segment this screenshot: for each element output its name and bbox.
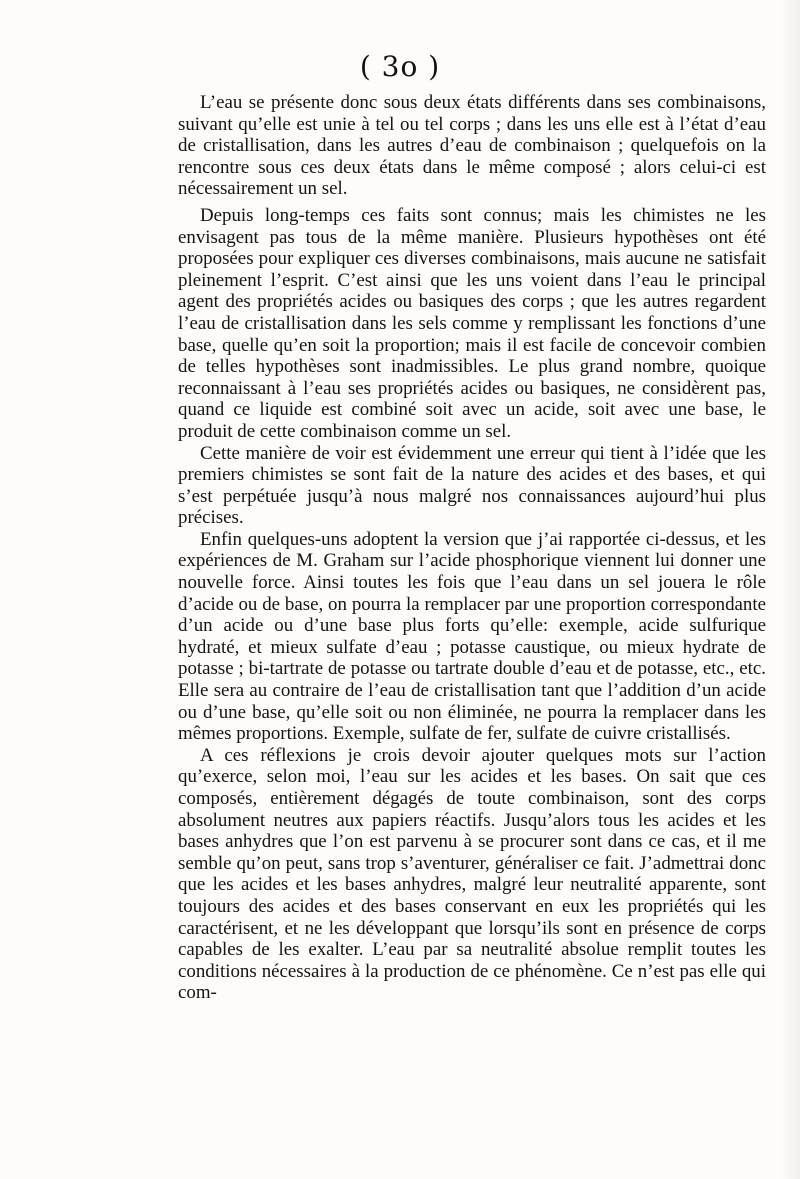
paragraph-1: L’eau se présente donc sous deux états différents dans ses combinaisons, suivant qu’elle est unie à tel ou tel corps ; dans les uns elle est à l’état d’eau de cristallisation, dans les autres d’eau de combinaison ; quelquefois on la rencontre sous ces deux états dans le même composé ; alors celui-ci est nécessairement un sel.: [178, 92, 766, 200]
paragraph-5: A ces réflexions je crois devoir ajouter quelques mots sur l’action qu’exerce, selon moi, l’eau sur les acides et les bases. On sait que ces composés, entièrement dégagés de toute combinaison, sont des corps absolument neutres aux papiers réactifs. Jusqu’alors tous les acides et les bases anhydres que l’on est parvenu à se procurer sont dans ce cas, et il me semble qu’on peut, sans trop s’aventurer, généraliser ce fait. J’admettrai donc que les acides et les bases anhydres, malgré leur neutralité apparente, sont toujours des acides et des bases conservant en eux les propriétés qui les caractérisent, et ne les développant que lorsqu’ils sont en présence de corps capables de les exalter. L’eau par sa neutralité absolue remplit toutes les conditions nécessaires à la production de ce phénomène. Ce n’est pas elle qui com-: [178, 744, 766, 1004]
page-number: ( 3o ): [359, 50, 441, 83]
paragraph-4: Enfin quelques-uns adoptent la version que j’ai rapportée ci-dessus, et les expériences de M. Graham sur l’acide phosphorique viennent lui donner une nouvelle force. Ainsi toutes les fois que l’eau dans un sel jouera le rôle d’acide ou de base, on pourra la remplacer par une proportion correspondante d’un acide ou d’une base plus forts qu’elle: exemple, acide sulfurique hydraté, et mieux sulfate d’eau ; potasse caustique, ou mieux hydrate de potasse ; bi-tartrate de potasse ou tartrate double d’eau et de potasse, etc., etc. Elle sera au contraire de l’eau de cristallisation tant que l’addition d’un acide ou d’une base, qu’elle soit ou non éliminée, ne pourra la remplacer dans les mêmes proportions. Exemple, sulfate de fer, sulfate de cuivre cristallisés.: [178, 528, 766, 745]
paragraph-3: Cette manière de voir est évidemment une erreur qui tient à l’idée que les premiers chimistes se sont fait de la nature des acides et des bases, et qui s’est perpétuée jusqu’à nous malgré nos connaissances aujourd’hui plus précises.: [178, 442, 766, 529]
paragraph-2: Depuis long-temps ces faits sont connus; mais les chimistes ne les envisagent pas tous de la même manière. Plusieurs hypothèses ont été proposées pour expliquer ces diverses combinaisons, mais aucune ne satisfait pleinement l’esprit. C’est ainsi que les uns voient dans l’eau le principal agent des propriétés acides ou basiques des corps ; que les autres regardent l’eau de cristallisation dans les sels comme y remplissant les fonctions d’une base, quelle qu’en soit la proportion; mais il est facile de concevoir combien de telles hypothèses sont inadmissibles. Le plus grand nombre, quoique reconnaissant à l’eau ses propriétés acides ou basiques, ne considèrent pas, quand ce liquide est combiné soit avec un acide, soit avec une base, le produit de cette combinaison comme un sel.: [178, 204, 766, 442]
page-edge-shadow: [780, 0, 800, 1179]
body-text: [178, 92, 766, 1004]
